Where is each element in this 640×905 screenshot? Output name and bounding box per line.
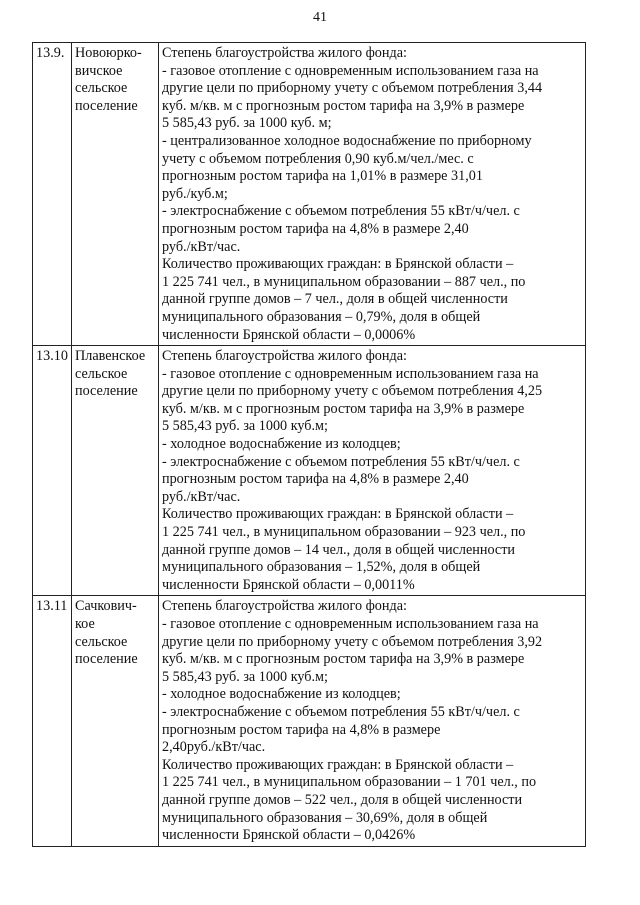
table-row <box>33 346 586 596</box>
description-line: учету с объемом потребления 0,90 куб.м/чел./мес. с <box>162 150 474 167</box>
description-line: руб./кВт/час. <box>162 488 241 505</box>
description-line: муниципального образования – 30,69%, доля в общей <box>162 809 488 826</box>
housing-description <box>159 596 586 846</box>
settlement-name-line: Сачкович- <box>75 598 137 615</box>
settlement-name-line: Плавенское <box>75 348 146 365</box>
description-line: 2,40руб./кВт/час. <box>162 739 266 756</box>
description-line: другие цели по приборному учету с объемом потребления 3,92 <box>162 633 543 650</box>
description-line: численности Брянской области – 0,0426% <box>162 827 416 844</box>
description-line: - холодное водоснабжение из колодцев; <box>162 436 401 453</box>
description-line: 1 225 741 чел., в муниципальном образовании – 1 701 чел., по <box>162 774 537 791</box>
settlement-name-line: сельское <box>75 365 128 382</box>
settlement-name <box>72 596 159 846</box>
description-line: руб./куб.м; <box>162 185 228 202</box>
description-line: Степень благоустройства жилого фонда: <box>162 598 407 615</box>
settlement-name-line: вичское <box>75 62 123 79</box>
description-line: численности Брянской области – 0,0006% <box>162 326 416 343</box>
description-line: - централизованное холодное водоснабжение по приборному <box>162 132 532 149</box>
description-line: куб. м/кв. м с прогнозным ростом тарифа на 3,9% в размере <box>162 400 525 417</box>
tariff-table <box>32 42 586 847</box>
description-line: - электроснабжение с объемом потребления 55 кВт/ч/чел. с <box>162 203 520 220</box>
description-line: муниципального образования – 0,79%, доля в общей <box>162 308 481 325</box>
description-line: другие цели по приборному учету с объемом потребления 3,44 <box>162 80 543 97</box>
settlement-name <box>72 346 159 596</box>
table-body <box>33 43 586 847</box>
settlement-name-line: поселение <box>75 383 138 400</box>
description-line: - газовое отопление с одновременным использованием газа на <box>162 365 539 382</box>
page-number: 41 <box>313 10 327 25</box>
housing-description <box>159 43 586 346</box>
description-line: данной группе домов – 14 чел., доля в общей численности <box>162 541 515 558</box>
description-line: 1 225 741 чел., в муниципальном образовании – 923 чел., по <box>162 524 526 541</box>
description-line: - газовое отопление с одновременным использованием газа на <box>162 62 539 79</box>
description-line: - газовое отопление с одновременным использованием газа на <box>162 616 539 632</box>
description-line: прогнозным ростом тарифа на 4,8% в размере <box>162 721 441 738</box>
table-row <box>33 596 586 846</box>
row-number: 13.9. <box>33 43 72 346</box>
description-line: муниципального образования – 1,52%, доля в общей <box>162 559 481 576</box>
description-line: 5 585,43 руб. за 1000 куб.м; <box>162 418 328 435</box>
description-line: другие цели по приборному учету с объемом потребления 4,25 <box>162 383 543 400</box>
housing-description <box>159 346 586 596</box>
row-number: 13.10 <box>33 346 72 596</box>
row-number: 13.11 <box>33 596 72 846</box>
settlement-name-line: кое <box>75 616 95 632</box>
description-line: - электроснабжение с объемом потребления 55 кВт/ч/чел. с <box>162 453 520 470</box>
description-line: руб./кВт/час. <box>162 238 241 255</box>
settlement-name-line: поселение <box>75 97 138 114</box>
description-line: Степень благоустройства жилого фонда: <box>162 45 407 61</box>
description-line: Количество проживающих граждан: в Брянской области – <box>162 256 514 273</box>
settlement-name <box>72 43 159 346</box>
description-line: куб. м/кв. м с прогнозным ростом тарифа на 3,9% в размере <box>162 97 525 114</box>
description-line: 5 585,43 руб. за 1000 куб. м; <box>162 115 332 132</box>
settlement-name-line: сельское <box>75 80 128 97</box>
description-line: прогнозным ростом тарифа на 4,8% в размере 2,40 <box>162 471 469 488</box>
description-line: Количество проживающих граждан: в Брянской области – <box>162 756 514 773</box>
settlement-name-line: сельское <box>75 633 128 650</box>
description-line: 1 225 741 чел., в муниципальном образовании – 887 чел., по <box>162 273 526 290</box>
description-line: данной группе домов – 7 чел., доля в общей численности <box>162 291 508 308</box>
description-line: данной группе домов – 522 чел., доля в общей численности <box>162 791 523 808</box>
description-line: Количество проживающих граждан: в Брянской области – <box>162 506 514 523</box>
description-line: - электроснабжение с объемом потребления 55 кВт/ч/чел. с <box>162 703 520 720</box>
description-line: прогнозным ростом тарифа на 1,01% в размере 31,01 <box>162 168 483 185</box>
description-line: 5 585,43 руб. за 1000 куб.м; <box>162 668 328 685</box>
description-line: прогнозным ростом тарифа на 4,8% в размере 2,40 <box>162 220 469 237</box>
description-line: Степень благоустройства жилого фонда: <box>162 348 407 365</box>
settlement-name-line: поселение <box>75 651 138 668</box>
description-line: - холодное водоснабжение из колодцев; <box>162 686 401 703</box>
description-line: куб. м/кв. м с прогнозным ростом тарифа на 3,9% в размере <box>162 651 525 668</box>
description-line: численности Брянской области – 0,0011% <box>162 576 415 593</box>
table-row <box>33 43 586 346</box>
settlement-name-line: Новоюрко- <box>75 45 142 61</box>
